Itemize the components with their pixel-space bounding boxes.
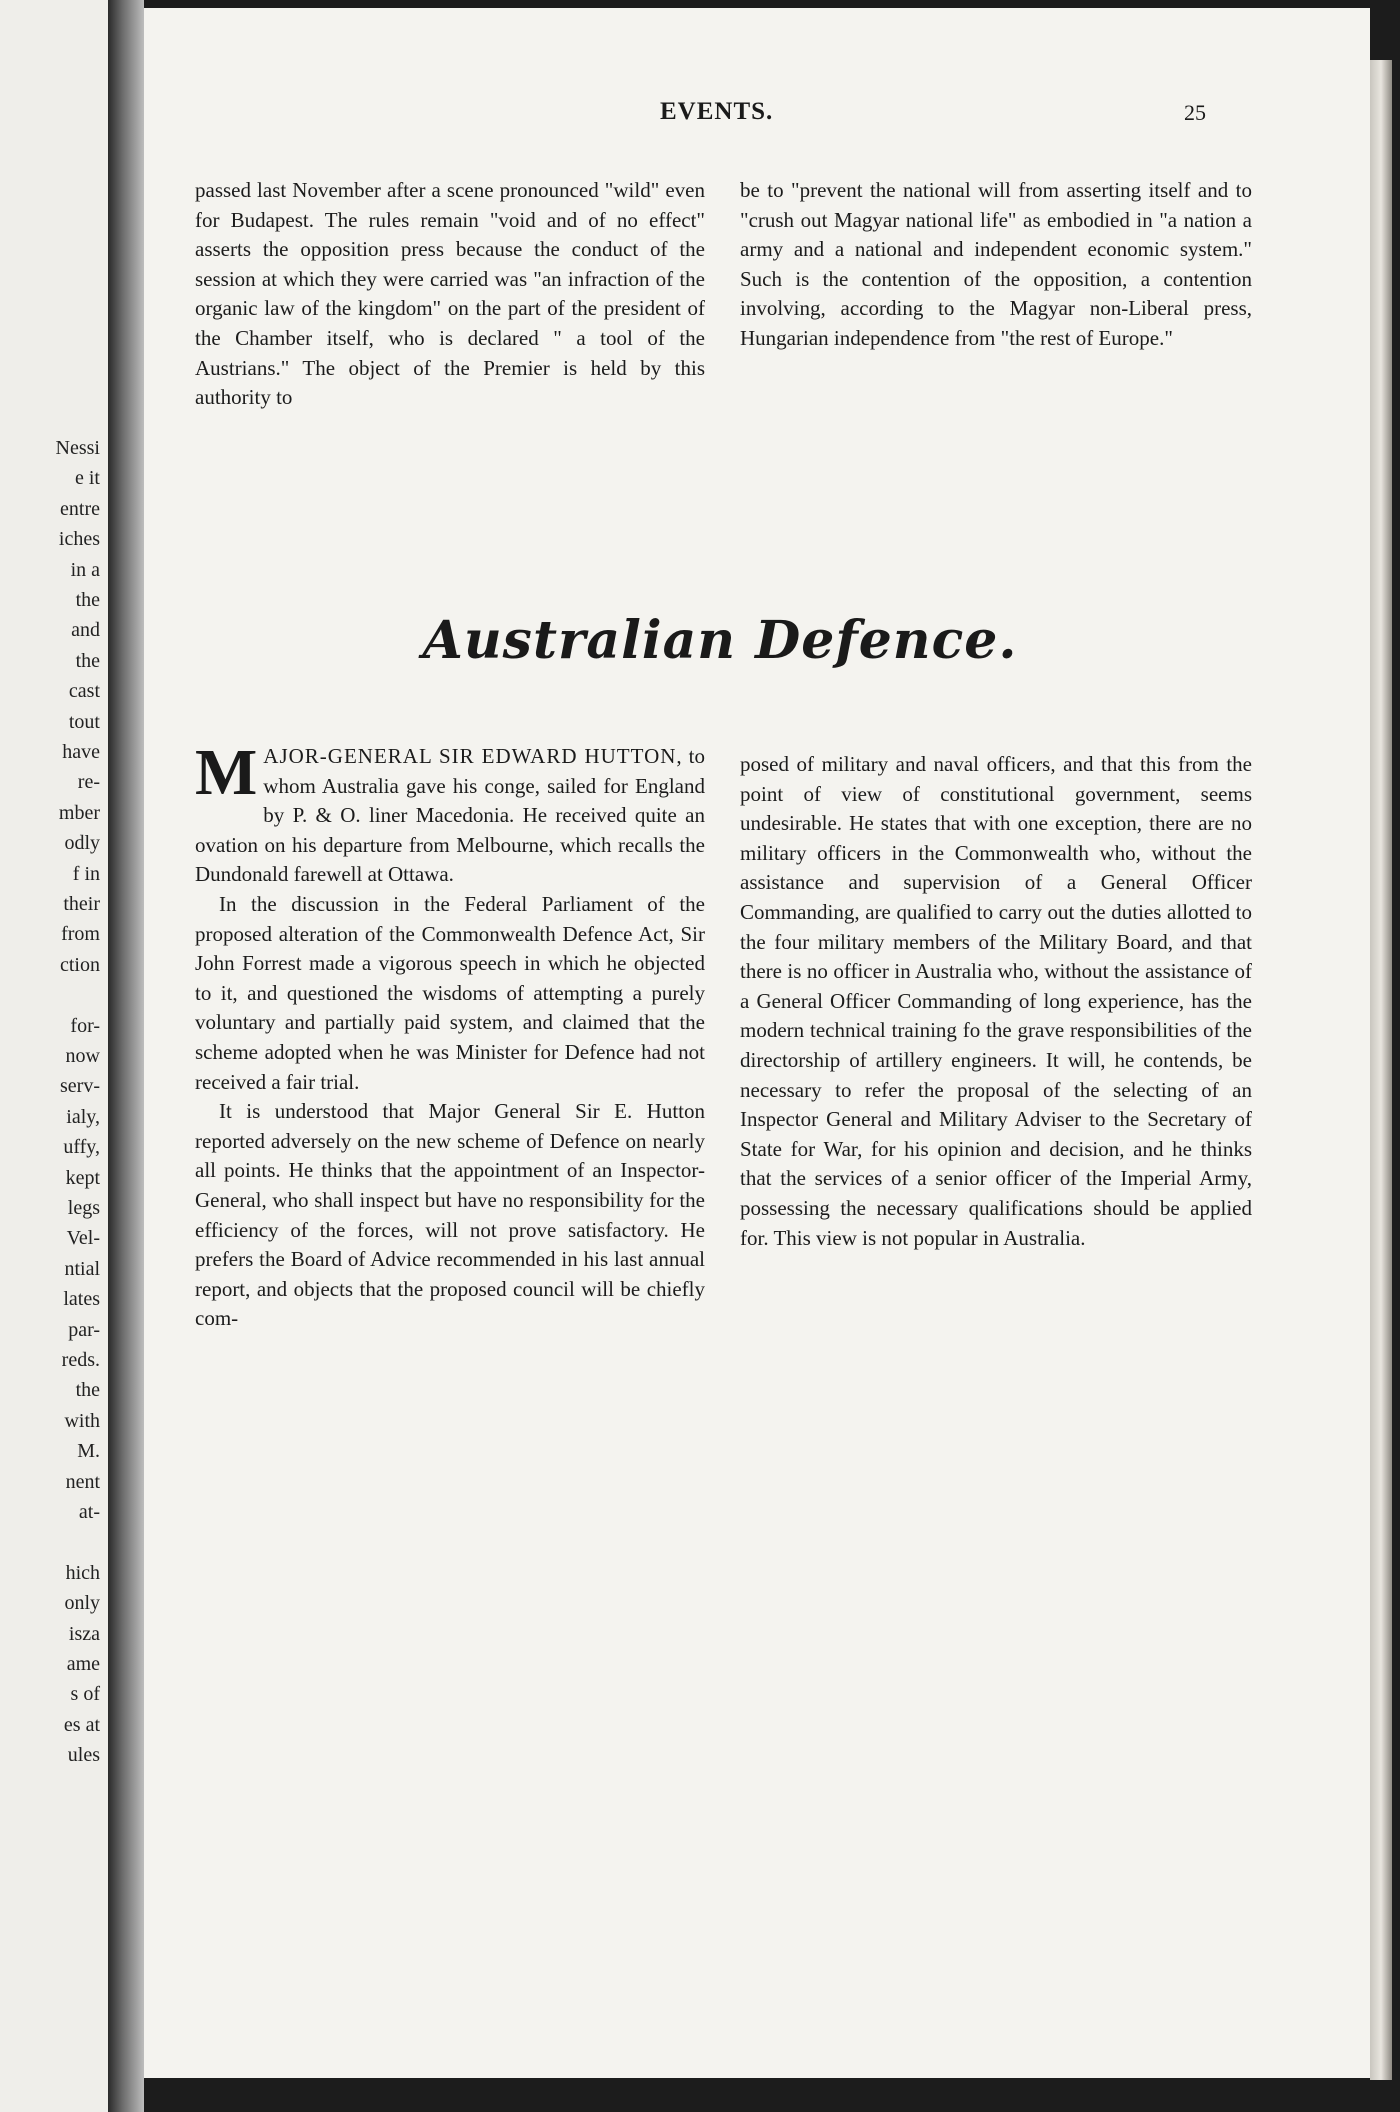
- left-page-fragment: now: [65, 1045, 100, 1067]
- top-right-column: [740, 176, 1252, 354]
- left-page-fragment: lates: [63, 1288, 100, 1311]
- left-page-fragment: tout: [68, 710, 100, 733]
- left-page-fragment: isza: [68, 1622, 100, 1645]
- left-page-fragment: iches: [58, 528, 100, 551]
- left-page-fragment: hich: [65, 1561, 100, 1584]
- left-page-fragment: cast: [68, 680, 100, 703]
- paragraph: passed last November after a scene pronounced "wild" even for Budapest. The rules remain "void and of no effect" asserts the opposition press because the conduct of the session at which they were carried was "an infraction of the organic law of the kingdom" on the part of the president of the Chamber itself, who is declared " a tool of the Austrians." The object of the Premier is held by this authority to: [195, 178, 705, 410]
- left-page-fragment: the: [75, 649, 100, 672]
- paragraph-text: to whom Australia gave his conge, sailed for England by P. & O. liner Macedonia. He received quite an ovation on his departure from Melbourne, which recalls the Dundonald farewell at Ottawa.: [195, 744, 706, 887]
- left-page-fragment: Vel-: [66, 1227, 100, 1250]
- paragraph: In the discussion in the Federal Parliament of the proposed alteration of the Commonwealth Defence Act, Sir John Forrest made a vigorous speech in which he objected to it, and questioned the wisdoms of attempting a purely voluntary and partially paid system, and claimed that the scheme adopted when he was Minister for Defence had not received a fair trial.: [195, 891, 705, 1094]
- left-page-fragment: for-: [70, 1014, 100, 1037]
- lead-paragraph: [195, 736, 706, 890]
- paragraph: be to "prevent the national will from asserting itself and to "crush out Magyar national life" as embodied in "a nation a army and a national and independent economic system." Such is the contention of the opposition, a contention involving, according to the Magyar non-Liberal press, Hungarian independence from "the rest of Europe.": [740, 178, 1252, 350]
- left-page-fragment: es at: [63, 1713, 100, 1736]
- article-title: Australian Defence.: [422, 610, 1018, 671]
- left-page-fragment: M.: [77, 1440, 100, 1463]
- left-page-fragment: legs: [67, 1197, 100, 1219]
- left-page-fragment: ame: [66, 1653, 100, 1675]
- paragraph: It is understood that Major General Sir E. Hutton reported adversely on the new scheme of Defence on nearly all points. He thinks that the appointment of an Inspector-General, who shall inspect but have no responsibility for the efficiency of the forces, will not prove satisfactory. He prefers the Board of Advice recommended in his last annual report, and objects that the proposed council will be chiefly com-: [195, 1099, 705, 1331]
- left-page-fragment: with: [64, 1409, 100, 1432]
- left-page-fragment: their: [63, 893, 100, 915]
- left-page-fragment: ction: [60, 953, 100, 976]
- left-page-fragment: par-: [68, 1318, 100, 1341]
- left-page-fragment: re-: [77, 771, 100, 794]
- left-page-fragment: odly: [64, 832, 100, 855]
- left-page-fragment: kept: [65, 1166, 100, 1189]
- left-page-fragment: mber: [58, 801, 100, 824]
- left-page-fragment: the: [75, 589, 100, 611]
- left-page-fragment: entre: [60, 497, 100, 520]
- left-page-fragment: nent: [65, 1470, 100, 1493]
- article-right-column: [740, 750, 1252, 1253]
- left-page-fragment: uffy,: [63, 1136, 100, 1159]
- lead-caps: AJOR-GENERAL SIR EDWARD HUTTON,: [263, 744, 683, 768]
- left-page-fragment: ules: [67, 1744, 100, 1767]
- page-header: [0, 98, 1400, 138]
- left-page-fragment: in a: [70, 558, 100, 581]
- left-page-fragment: at-: [78, 1501, 100, 1523]
- left-page-fragment: e it: [75, 467, 100, 490]
- book-gutter: [108, 0, 144, 2112]
- left-page-fragment: reds.: [61, 1349, 100, 1371]
- left-page-fragment: have: [62, 741, 100, 763]
- left-page-fragment: Nessi: [55, 437, 100, 459]
- left-page-fragment: and: [71, 619, 100, 642]
- left-page-fragment: serv-: [60, 1075, 100, 1098]
- left-page-fragment: from: [61, 923, 100, 946]
- left-page-fragment: ntial: [64, 1257, 100, 1280]
- left-page-fragment: ialy,: [66, 1105, 100, 1128]
- left-page-fragment: only: [64, 1592, 100, 1615]
- running-head: EVENTS.: [660, 98, 774, 125]
- page-edge: [1370, 60, 1392, 2080]
- paragraph: posed of military and naval officers, and that this from the point of view of constitutional government, seems undesirable. He states that with one exception, there are no military officers in the Commonwealth who, without the assistance and supervision of a General Officer Commanding, are qualified to carry out the duties allotted to the four military members of the Military Board, and that there is no officer in Australia who, without the assistance of a General Officer Commanding of long experience, has the modern technical training fo the grave responsibilities of the directorship of artillery engineers. It will, he contends, be necessary to refer the proposal of the selecting of an Inspector General and Military Adviser to the Secretary of State for War, for his opinion and decision, and he thinks that the services of a senior officer of the Imperial Army, possessing the necessary qualifications should be applied for. This view is not popular in Australia.: [740, 752, 1252, 1250]
- left-page-fragment: the: [75, 1379, 100, 1402]
- page-number: 25: [1184, 100, 1206, 125]
- left-page-fragment: s of: [70, 1683, 100, 1706]
- article-left-column: [195, 736, 706, 1334]
- drop-cap: M: [195, 736, 258, 809]
- left-page-fragment: f in: [72, 862, 100, 885]
- adjacent-page-fragment: [0, 0, 108, 2112]
- top-left-column: [195, 176, 705, 413]
